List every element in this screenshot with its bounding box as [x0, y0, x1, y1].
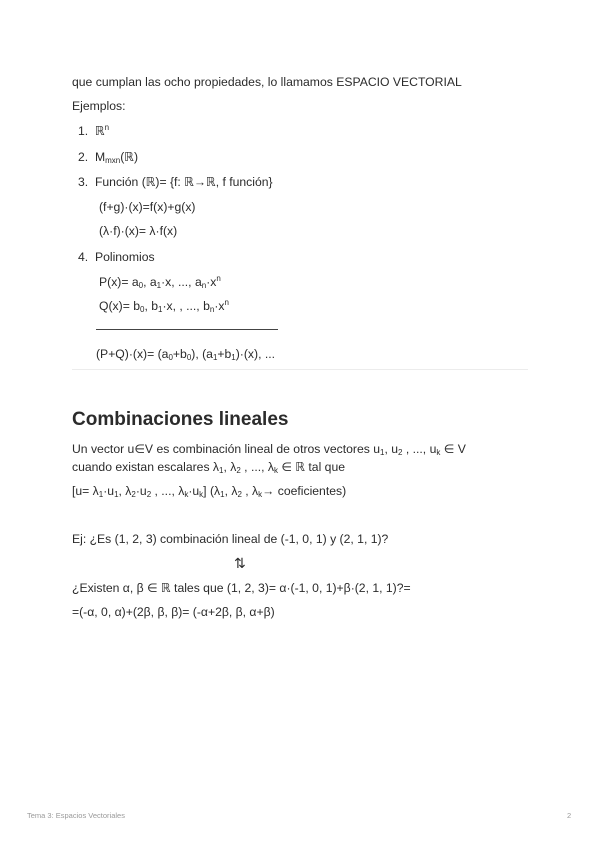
section-divider [72, 369, 528, 370]
list-item-3: 3. Función (ℝ)= {f: ℝ→ℝ, f función} [78, 175, 273, 189]
definition-line-2: cuando existan escalares $\lambda_1$, $\lambda_2$ , ..., $\lambda_k$ ∈ ℝ tal que [72, 460, 346, 475]
sum-function-rule: (f+g)·(x)=f(x)+g(x) [99, 200, 196, 214]
list-item-1: 1. ℝ$^n$ [78, 123, 110, 138]
sum-divider [96, 329, 278, 330]
polynomial-sum: $(P+Q)\cdot(x)= (a_0+b_0)$, $(a_1+b_1)\cdot(x)$, ... [96, 347, 276, 362]
equivalence-arrows-icon: ⇅ [234, 555, 246, 571]
definition-line-3: [$u= \lambda_1\cdot u_1$, $\lambda_2\cdot u_2$ , ..., $\lambda_k\cdot u_k$] ($\lambda_1$, $\lambda_2$ , $\lambda_k\to$ coeficientes) [72, 484, 347, 499]
section-title: Combinaciones lineales [72, 409, 289, 430]
list-item-4: 4. Polinomios [78, 250, 155, 264]
definition-line-1: Un vector u∈V es combinación lineal de otros vectores $u_1$, $u_2$ , ..., $u_k$ ∈ V [72, 442, 466, 457]
list-item-2: 2. $M_{mxn}(ℝ)$ [78, 150, 139, 165]
intro-line: que cumplan las ocho propiedades, lo llamamos ESPACIO VECTORIAL [72, 75, 462, 89]
page-number: 2 [567, 811, 572, 820]
example-question: Ej: ¿Es (1, 2, 3) combinación lineal de (-1, 0, 1) y (2, 1, 1)? [72, 532, 389, 546]
scalar-function-rule: (λ·f)·(x)= λ·f(x) [99, 224, 178, 238]
polynomial-q: $Q(x)= b_0$, $b_1\cdot x$, , ..., $b_n\cdot x^n$ [99, 298, 229, 314]
existence-question: ¿Existen α, β ∈ ℝ tales que (1, 2, 3)= α·(-1, 0, 1)+β·(2, 1, 1)?= [72, 581, 411, 595]
polynomial-p: $P(x)= a_0$, $a_1\cdot x$, ..., $a_n\cdot x^n$ [99, 274, 221, 290]
footer-title: Tema 3: Espacios Vectoriales [27, 811, 125, 820]
examples-label: Ejemplos: [72, 99, 126, 113]
expansion-result: =(-α, 0, α)+(2β, β, β)= (-α+2β, β, α+β) [72, 605, 275, 619]
